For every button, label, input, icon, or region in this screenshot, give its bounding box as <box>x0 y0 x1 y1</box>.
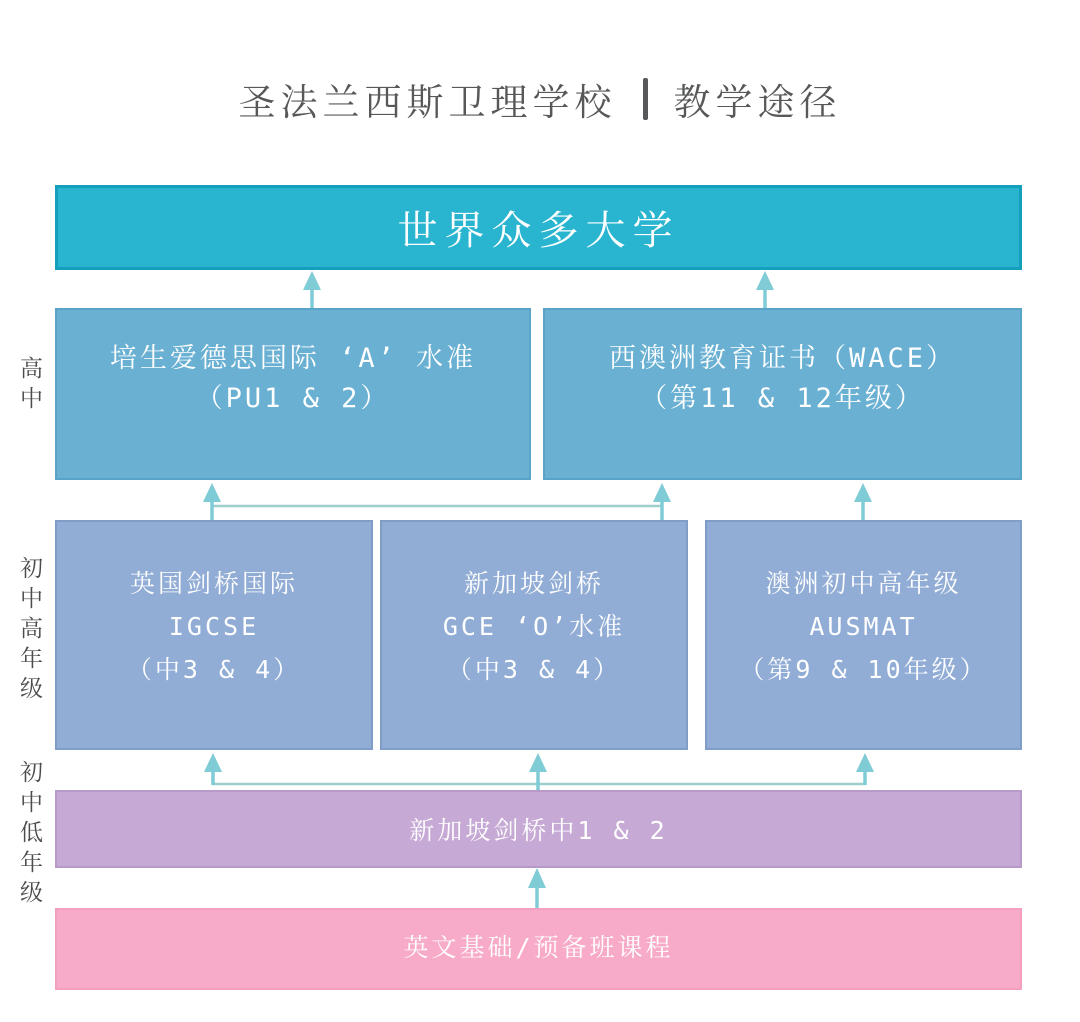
arrow-sec12-to-gceo <box>529 753 547 790</box>
node-universities <box>55 185 1022 270</box>
node-line: AUSMAT <box>809 611 918 641</box>
node-line: 新加坡剑桥 <box>463 568 604 598</box>
arrow-english-to-sec12 <box>528 868 546 908</box>
page-title <box>0 72 1080 126</box>
arrow-wace-to-universities <box>756 271 774 308</box>
stage-label-lower-middle: 初中低年级 <box>16 760 42 910</box>
node-line: （中3 & 4） <box>126 654 302 684</box>
node-line: 世界众多大学 <box>397 208 680 254</box>
page-subject: 教学途径 <box>673 81 842 124</box>
node-gce-o <box>380 520 688 750</box>
node-igcse <box>55 520 373 750</box>
node-ausmat <box>705 520 1022 750</box>
stage-label-high-school: 高中 <box>16 356 42 416</box>
node-line: （第9 & 10年级） <box>739 654 988 684</box>
node-line: IGCSE <box>168 611 260 641</box>
arrow-igcse-to-alevel <box>203 483 221 520</box>
node-line: 西澳洲教育证书（WACE） <box>608 342 957 374</box>
node-line: 新加坡剑桥中1 & 2 <box>409 816 668 845</box>
node-line: GCE ‘O’水准 <box>442 611 626 641</box>
node-line: 英国剑桥国际 <box>129 568 298 598</box>
arrow-sec12-to-igcse <box>204 753 222 785</box>
node-line: （中3 & 4） <box>446 654 622 684</box>
school-name: 圣法兰西斯卫理学校 <box>238 81 617 124</box>
node-english-foundation <box>55 908 1022 990</box>
node-line: 英文基础/预备班课程 <box>403 933 674 962</box>
arrow-alevel-to-universities <box>303 271 321 308</box>
stage-label-upper-middle: 初中高年级 <box>16 556 42 706</box>
node-line: （第11 & 12年级） <box>640 383 925 414</box>
arrow-sec12-to-ausmat <box>856 753 874 785</box>
arrow-ausmat-to-wace <box>854 483 872 520</box>
arrow-gceo-to-wace <box>653 483 671 520</box>
node-line: （PU1 & 2） <box>195 383 391 414</box>
node-line: 培生爱德思国际 ‘A’ 水准 <box>109 342 477 374</box>
node-a-level <box>55 308 531 480</box>
title-divider <box>643 78 648 120</box>
node-line: 澳洲初中高年级 <box>765 568 962 598</box>
node-wace <box>543 308 1022 480</box>
node-sec-1-2 <box>55 790 1022 868</box>
